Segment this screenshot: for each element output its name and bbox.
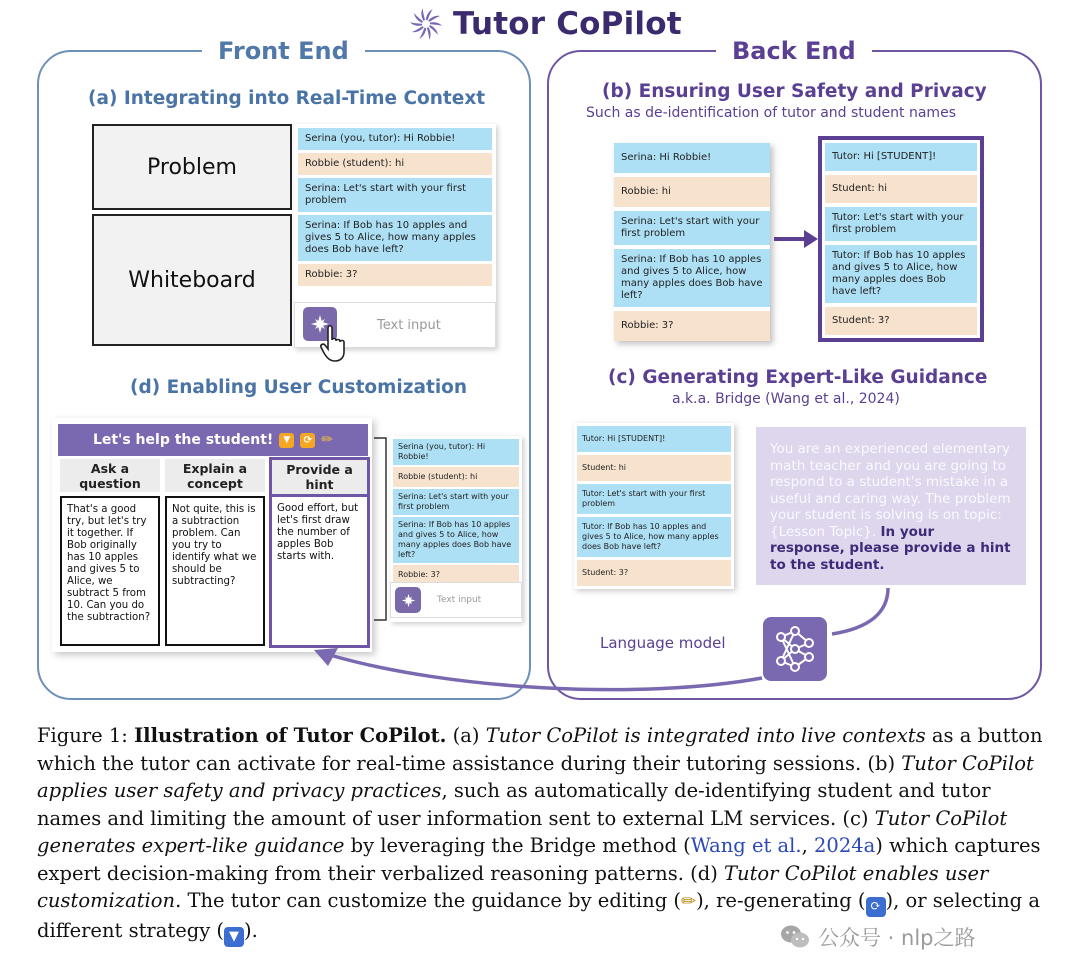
chat-message: Tutor: Hi [STUDENT]!: [825, 143, 977, 171]
dropdown-icon[interactable]: ▼: [279, 433, 294, 448]
problem-box: Problem: [92, 124, 292, 210]
caption-text: ,: [801, 834, 808, 857]
chat-message: Serina: If Bob has 10 apples and gives 5 to Alice, how many apples does Bob have left?: [614, 249, 770, 307]
chat-message: Student: hi: [825, 175, 977, 203]
caption-fig-label: Figure 1:: [37, 724, 128, 747]
prompt-instruction: In your response, please provide a hint to the student.: [770, 523, 1011, 573]
figure-caption: [37, 722, 1057, 947]
chat-message: Serina: If Bob has 10 apples and gives 5 to Alice, how many apples does Bob have left?: [393, 517, 519, 563]
strategy-explain-concept-text: Not quite, this is a subtraction problem. Can you try to identify what we should be subtracting?: [165, 496, 265, 646]
strategy-ask-question-text: That's a good try, but let's try it together. If Bob originally has 10 apples and gives 5 to Alice, we subtract 5 from 10. Can you do the subtraction?: [60, 496, 160, 646]
chat-message: Robbie (student): hi: [298, 153, 492, 175]
caption-text: as a button which the tutor can activate for real-time assistance during their tutoring sessions. (b): [37, 724, 1043, 775]
text-input-placeholder: Text input: [437, 595, 482, 605]
regenerate-icon: ⟳: [866, 897, 886, 917]
chat-message: Student: 3?: [577, 560, 731, 586]
back-end-label: Back End: [716, 36, 872, 66]
section-b-title: (b) Ensuring User Safety and Privacy: [602, 81, 987, 102]
chat-message: Tutor: If Bob has 10 apples and gives 5 to Alice, how many apples does Bob have left?: [577, 517, 731, 557]
chat-message: Robbie: 3?: [393, 565, 519, 585]
citation-link-year[interactable]: 2024a: [814, 834, 876, 857]
regenerate-icon[interactable]: ⟳: [300, 433, 315, 448]
caption-italic: Tutor CoPilot enables user customization: [37, 861, 989, 912]
chat-message: Serina: Let's start with your first problem: [393, 489, 519, 515]
caption-title: Illustration of Tutor CoPilot.: [134, 724, 447, 747]
caption-text: ), re-generating (: [696, 889, 866, 912]
model-to-frontend-curve: [330, 655, 762, 690]
strategy-ask-question-tab[interactable]: Ask a question: [60, 459, 160, 492]
chat-message: Robbie (student): hi: [393, 467, 519, 487]
citation-link-author[interactable]: Wang et al.: [690, 834, 802, 857]
strategy-provide-hint-tab[interactable]: Provide a hint: [269, 457, 370, 494]
section-a-title: (a) Integrating into Real-Time Context: [88, 88, 486, 109]
section-c-title: (c) Generating Expert-Like Guidance: [608, 367, 988, 388]
caption-text: by leveraging the Bridge method (: [350, 834, 691, 857]
chat-message: Serina (you, tutor): Hi Robbie!: [393, 439, 519, 465]
chat-message: Tutor: Let's start with your first problem: [825, 207, 977, 241]
chat-message: Robbie: 3?: [614, 311, 770, 341]
prompt-text: You are an experienced elementary math teacher and you are going to respond to a student's mistake in a useful and caring way. The problem your student is solving is on topic: {Lesson Topic}.: [770, 441, 1011, 540]
dropdown-icon: ▼: [224, 927, 244, 947]
chat-message: Tutor: Hi [STUDENT]!: [577, 426, 731, 452]
chat-message: Robbie: hi: [614, 177, 770, 207]
watermark: [780, 922, 976, 952]
caption-italic: Tutor CoPilot is integrated into live contexts: [485, 724, 926, 747]
chat-message: Robbie: 3?: [298, 264, 492, 286]
language-model-label: Language model: [600, 634, 726, 652]
chat-message: Serina: Let's start with your first problem: [298, 178, 492, 212]
front-end-label: Front End: [202, 36, 365, 66]
caption-text: ), or selecting a different strategy (: [37, 889, 1040, 942]
section-c-subtitle: a.k.a. Bridge (Wang et al., 2024): [672, 391, 900, 407]
chat-message: Student: hi: [577, 455, 731, 481]
watermark-text: 公众号 · nlp之路: [818, 926, 976, 950]
caption-text: , such as automatically de-identifying student and tutor names and limiting the amount of user information sent to external LM services. (c): [37, 779, 991, 830]
pencil-icon[interactable]: ✏: [321, 432, 334, 448]
caption-text: ) which captures expert decision-making from their verbalized reasoning patterns. (d): [37, 834, 1041, 885]
caption-italic: Tutor CoPilot generates expert-like guidance: [37, 806, 1008, 857]
help-bar-label: Let's help the student!: [92, 432, 274, 448]
chat-message: Serina: Hi Robbie!: [614, 143, 770, 173]
caption-italic: Tutor CoPilot applies user safety and privacy practices: [37, 751, 1034, 802]
chat-message: Serina (you, tutor): Hi Robbie!: [298, 128, 492, 150]
strategy-provide-hint-text: Good effort, but let's first draw the number of apples Bob starts with.: [269, 494, 370, 648]
strategy-explain-concept-tab[interactable]: Explain a concept: [165, 459, 265, 492]
prompt-to-model-curve: [832, 588, 888, 634]
pencil-icon: ✏: [680, 891, 697, 912]
caption-text: . The tutor can customize the guidance by editing (: [175, 889, 681, 912]
wechat-icon: [780, 924, 810, 950]
whiteboard-box: Whiteboard: [92, 214, 292, 346]
caption-text: (a): [452, 724, 480, 747]
chat-message: Serina: If Bob has 10 apples and gives 5 to Alice, how many apples does Bob have left?: [298, 215, 492, 261]
chat-message: Tutor: Let's start with your first problem: [577, 484, 731, 514]
section-b-subtitle: Such as de-identification of tutor and student names: [586, 105, 956, 121]
figure-title: Tutor CoPilot: [453, 6, 682, 42]
caption-text: ).: [244, 919, 258, 942]
chat-message: Student: 3?: [825, 307, 977, 335]
text-input-placeholder: Text input: [377, 317, 441, 333]
chat-message: Serina: Let's start with your first problem: [614, 211, 770, 245]
chat-message: Tutor: If Bob has 10 apples and gives 5 to Alice, how many apples does Bob have left?: [825, 245, 977, 303]
section-d-title: (d) Enabling User Customization: [130, 377, 468, 398]
